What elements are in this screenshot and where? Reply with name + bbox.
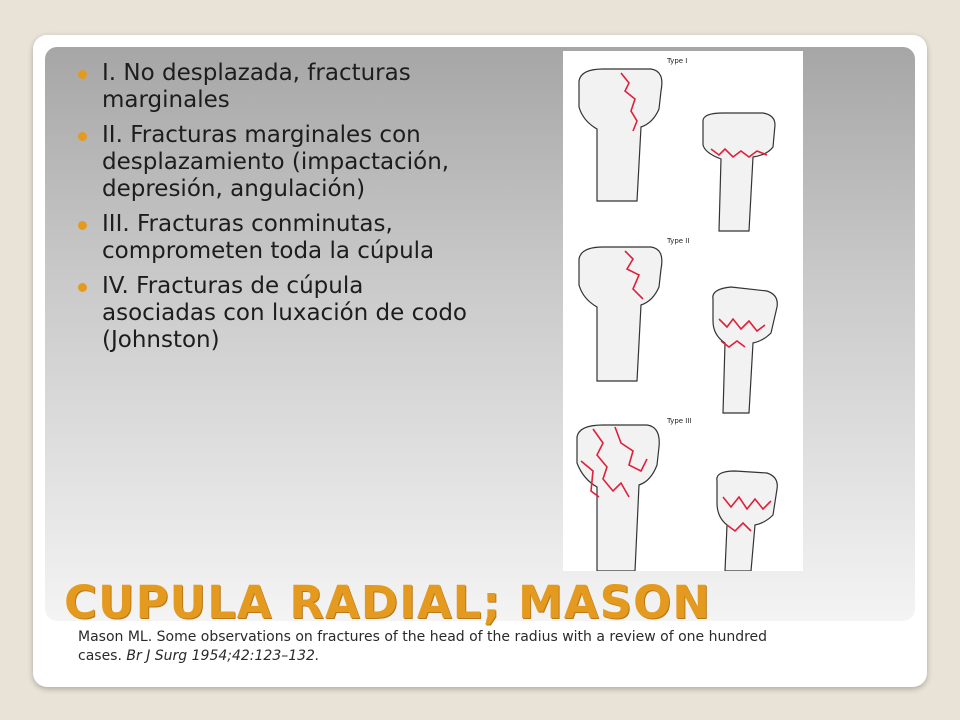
bullet-dot-icon — [78, 132, 87, 141]
bullet-text: I. No desplazada, fracturas marginales — [102, 60, 411, 113]
bullet-dot-icon — [78, 70, 87, 79]
bullet-text: IV. Fracturas de cúpula asociadas con luxación de codo (Johnston) — [102, 273, 467, 353]
reference-citation: Br J Surg 1954;42:123–132. — [126, 648, 320, 664]
radial-head-fracture-illustration — [563, 51, 803, 571]
bone-shape — [717, 471, 777, 571]
bullet-item-type-2 — [75, 122, 475, 203]
reference-footnote — [78, 628, 768, 666]
bone-shape — [713, 287, 777, 413]
figure-label-type-1: Type I — [667, 57, 688, 65]
reference-text: Mason ML. Some observations on fractures of the head of the radius with a review of one hundred cases. — [78, 629, 768, 664]
bone-shape — [577, 425, 659, 571]
bone-shape — [579, 247, 662, 381]
bone-shape — [579, 69, 662, 201]
bullet-item-type-1 — [75, 60, 475, 114]
bullet-text: II. Fracturas marginales con desplazamiento (impactación, depresión, angulación) — [102, 122, 450, 202]
bullet-list — [75, 60, 475, 362]
bone-shape — [703, 113, 775, 231]
bullet-text: III. Fracturas conminutas, comprometen toda la cúpula — [102, 211, 435, 264]
bullet-dot-icon — [78, 221, 87, 230]
mason-classification-figure — [563, 51, 803, 571]
figure-label-type-2: Type II — [667, 237, 690, 245]
bullet-item-type-3 — [75, 211, 475, 265]
figure-label-type-3: Type III — [667, 417, 692, 425]
bullet-dot-icon — [78, 283, 87, 292]
slide-title: CUPULA RADIAL; MASON — [64, 576, 711, 629]
bullet-item-type-4 — [75, 273, 475, 354]
